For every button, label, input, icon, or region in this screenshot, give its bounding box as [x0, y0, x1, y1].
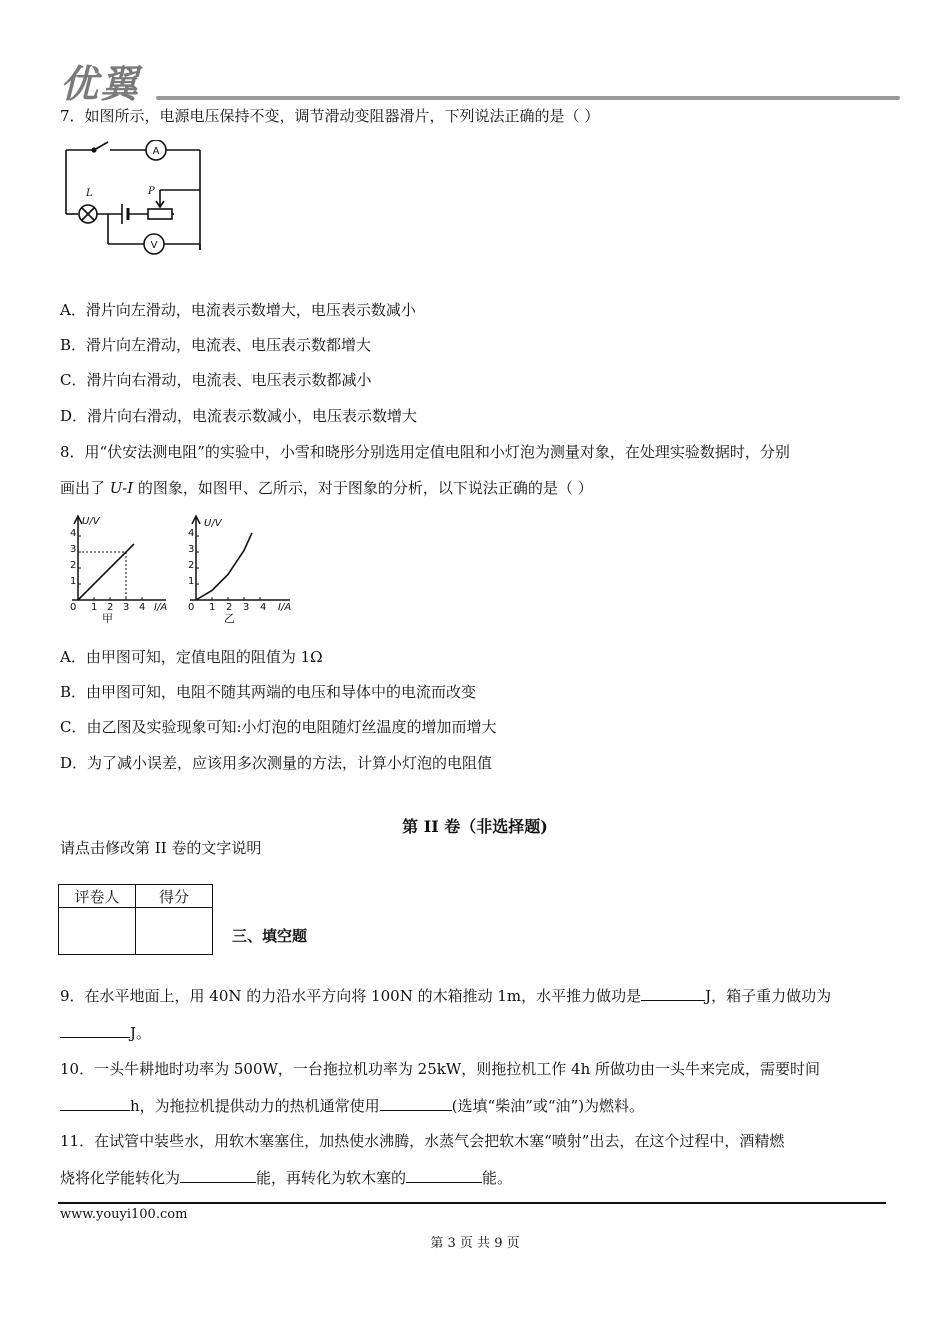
- q8-stem-line2: [60, 478, 593, 498]
- q7-option-b: B．滑片向左滑动，电流表、电压表示数都增大: [60, 336, 372, 354]
- q8-option-a: A．由甲图可知，定值电阻的阻值为 1Ω: [60, 648, 323, 666]
- graph-jia-xtick-4: 4: [139, 602, 146, 613]
- q10-blank-1[interactable]: [60, 1095, 130, 1111]
- q9-blank-2[interactable]: [60, 1022, 130, 1038]
- header-logo: [60, 62, 900, 106]
- lamp-label: L: [86, 188, 93, 199]
- q9-line2: [60, 1022, 151, 1043]
- voltmeter-label: V: [150, 240, 158, 251]
- section-title-fill-blank: 三、填空题: [232, 927, 308, 945]
- ammeter-label: A: [152, 146, 160, 157]
- score-table-score-cell[interactable]: [136, 908, 213, 955]
- q8-stem-line2-b: 的图象，如图甲、乙所示，对于图象的分析，以下说法正确的是（ ）: [133, 479, 593, 497]
- score-table-grader-cell[interactable]: [59, 908, 136, 955]
- q11-line2-a: 烧将化学能转化为: [60, 1169, 181, 1187]
- score-table-header-grader: 评卷人: [59, 885, 136, 908]
- graph-jia-origin: 0: [70, 602, 77, 613]
- q10-line2: [60, 1095, 644, 1116]
- q10-blank-2[interactable]: [380, 1095, 452, 1111]
- q8-stem-ui: U-I: [109, 479, 134, 497]
- q11-line2: [60, 1167, 512, 1188]
- score-table-header-score: 得分: [136, 885, 213, 908]
- q9-blank-1[interactable]: [641, 985, 705, 1001]
- graph-yi-xlabel: I/A: [278, 602, 292, 613]
- q7-circuit-diagram: [56, 140, 208, 258]
- graph-jia-ytick-3: 3: [70, 544, 77, 555]
- graph-jia-ytick-4: 4: [70, 528, 77, 539]
- q10-line2-mid: h，为拖拉机提供动力的热机通常使用: [130, 1097, 380, 1115]
- q9-line1: [60, 985, 831, 1006]
- logo-text: 优翼: [60, 62, 141, 106]
- graph-jia-ylabel: U/V: [82, 516, 100, 527]
- graph-jia-xlabel: I/A: [154, 602, 168, 613]
- part2-note: 请点击修改第 II 卷的文字说明: [60, 839, 262, 857]
- q10-line2-end: (选填“柴油”或“油”)为燃料。: [451, 1097, 645, 1115]
- q9-line1-end: J，箱子重力做功为: [705, 987, 832, 1005]
- q11-line1: 11．在试管中装些水，用软木塞塞住，加热使水沸腾，水蒸气会把软木塞“喷射”出去，在这个过程中，酒精燃: [60, 1132, 785, 1150]
- q7-stem: 7．如图所示，电源电压保持不变，调节滑动变阻器滑片，下列说法正确的是（ ）: [60, 107, 600, 125]
- score-table: [58, 884, 213, 955]
- q8-option-d: D．为了减小误差，应该用多次测量的方法，计算小灯泡的电阻值: [60, 754, 493, 772]
- graph-yi-xtick-1: 1: [209, 602, 216, 613]
- graph-jia-xtick-1: 1: [91, 602, 98, 613]
- q8-graph-jia: [58, 512, 170, 624]
- q7-option-a: A．滑片向左滑动，电流表示数增大，电压表示数减小: [60, 301, 416, 319]
- q8-stem-line1: 8．用“伏安法测电阻”的实验中，小雪和晓彤分别选用定值电阻和小灯泡为测量对象，在处理实验数据时，分别: [60, 443, 790, 461]
- q7-option-c: C．滑片向右滑动，电流表、电压表示数都减小: [60, 371, 372, 389]
- graph-jia-ytick-1: 1: [70, 576, 77, 587]
- graph-yi-xtick-2: 2: [226, 602, 233, 613]
- graph-yi-ytick-3: 3: [188, 544, 195, 555]
- q8-option-c: C．由乙图及实验现象可知:小灯泡的电阻随灯丝温度的增加而增大: [60, 718, 497, 736]
- footer-page-number: 第 3 页 共 9 页: [430, 1236, 520, 1251]
- q10-line1: 10．一头牛耕地时功率为 500W，一台拖拉机功率为 25kW，则拖拉机工作 4h 所做功由一头牛来完成，需要时间: [60, 1060, 821, 1078]
- graph-yi-xtick-3: 3: [243, 602, 250, 613]
- slider-label: P: [148, 186, 155, 197]
- graph-yi-origin: 0: [188, 602, 195, 613]
- graph-jia-xtick-2: 2: [107, 602, 114, 613]
- graph-yi-caption: 乙: [224, 612, 235, 624]
- graph-jia-xtick-3: 3: [123, 602, 130, 613]
- q8-graph-yi: [176, 512, 296, 624]
- part2-title: 第 II 卷（非选择题): [402, 817, 548, 836]
- q11-blank-2[interactable]: [406, 1167, 482, 1183]
- q8-option-b: B．由甲图可知，电阻不随其两端的电压和导体中的电流而改变: [60, 683, 477, 701]
- q11-line2-c: 能。: [482, 1169, 513, 1187]
- graph-yi-ytick-4: 4: [188, 528, 195, 539]
- graph-yi-xtick-4: 4: [260, 602, 267, 613]
- q9-line2-end: J。: [130, 1024, 152, 1042]
- q11-line2-b: 能，再转化为软木塞的: [256, 1169, 407, 1187]
- graph-jia-caption: 甲: [102, 612, 113, 624]
- graph-yi-ytick-1: 1: [188, 576, 195, 587]
- graph-yi-ytick-2: 2: [188, 560, 195, 571]
- q7-option-d: D．滑片向右滑动，电流表示数减小，电压表示数增大: [60, 407, 418, 425]
- q11-blank-1[interactable]: [180, 1167, 256, 1183]
- footer-divider: [58, 1202, 886, 1204]
- footer-url[interactable]: www.youyi100.com: [60, 1207, 188, 1222]
- graph-jia-ytick-2: 2: [70, 560, 77, 571]
- graph-yi-curve: [196, 533, 252, 600]
- q9-line1-text: 9．在水平地面上，用 40N 的力沿水平方向将 100N 的木箱推动 1m，水平推力做功是: [60, 987, 642, 1005]
- graph-yi-ylabel: U/V: [204, 518, 222, 529]
- logo-underline: [156, 96, 900, 100]
- q8-stem-line2-a: 画出了: [60, 479, 110, 497]
